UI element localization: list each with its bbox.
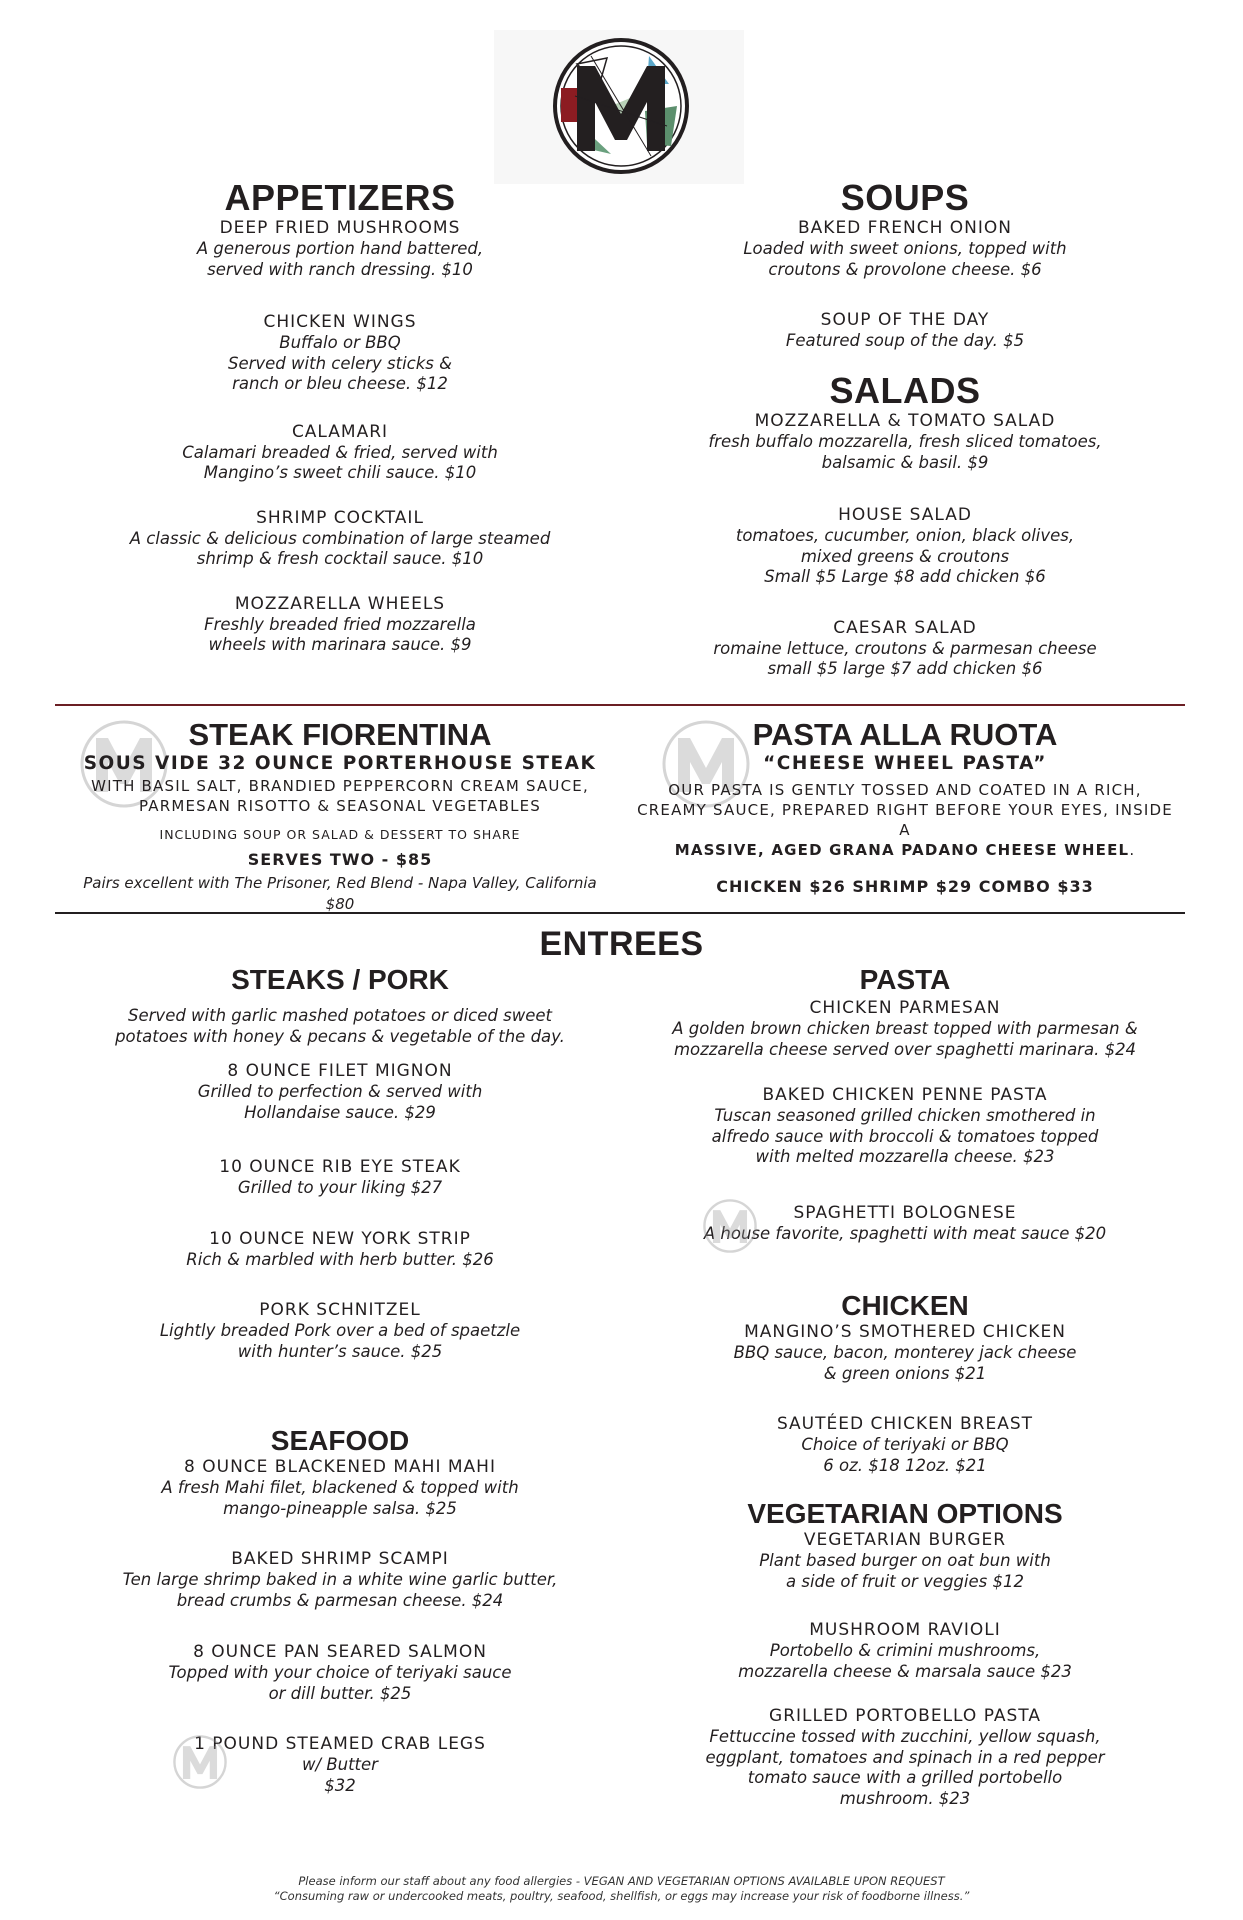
soups-title: SOUPS <box>840 177 970 218</box>
watermark-logo-icon <box>702 1198 758 1254</box>
item-name: VEGETARIAN BURGER <box>803 1530 1007 1550</box>
item-description: Loaded with sweet onions, topped with croutons & provolone cheese. $6 <box>743 239 1067 279</box>
menu-item <box>70 1549 610 1611</box>
logo-emblem <box>551 36 691 176</box>
item-name: HOUSE SALAD <box>838 505 972 525</box>
item-description: A golden brown chicken breast topped with parmesan & mozzarella cheese served over spaghetti marinara. $24 <box>672 1019 1138 1059</box>
menu-item <box>630 618 1180 680</box>
item-name: MUSHROOM RAVIOLI <box>809 1620 1001 1640</box>
menu-item <box>630 1620 1180 1682</box>
soups-section <box>630 178 1180 352</box>
item-description: fresh buffalo mozzarella, fresh sliced tomatoes, balsamic & basil. $9 <box>708 432 1102 472</box>
item-description: Ten large shrimp baked in a white wine garlic butter, bread crumbs & parmesan cheese. $24 <box>122 1570 558 1610</box>
item-description: romaine lettuce, croutons & parmesan cheese small $5 large $7 add chicken $6 <box>713 638 1097 678</box>
menu-item <box>70 1457 610 1519</box>
item-description: Topped with your choice of teriyaki sauce or dill butter. $25 <box>168 1663 512 1703</box>
item-name: MOZZARELLA WHEELS <box>234 593 446 614</box>
menu-item <box>70 218 610 280</box>
item-name: 8 OUNCE PAN SEARED SALMON <box>193 1642 487 1662</box>
special-line: MASSIVE, AGED GRANA PADANO CHEESE WHEEL. <box>674 841 1136 859</box>
item-name: CALAMARI <box>291 421 389 442</box>
item-description: Buffalo or BBQ Served with celery sticks & ranch or bleu cheese. $12 <box>227 333 453 393</box>
item-name: CHICKEN WINGS <box>263 312 417 332</box>
special-title: PASTA ALLA RUOTA <box>752 717 1058 752</box>
item-name: 1 POUND STEAMED CRAB LEGS <box>194 1734 486 1754</box>
steaks-intro: Served with garlic mashed potatoes or diced sweet potatoes with honey & pecans & vegetable of the day. <box>115 1006 565 1046</box>
seafood-section <box>70 1425 610 1796</box>
appetizers-title: APPETIZERS <box>224 177 456 218</box>
menu-item <box>70 1061 610 1123</box>
entrees-heading <box>0 924 1243 964</box>
item-name: 8 OUNCE BLACKENED MAHI MAHI <box>184 1457 496 1477</box>
item-description: Calamari breaded & fried, served with Mangino’s sweet chili sauce. $10 <box>182 442 498 482</box>
pasta-alla-ruota-special <box>630 718 1180 896</box>
item-name: BAKED CHICKEN PENNE PASTA <box>762 1085 1048 1105</box>
section-divider <box>55 704 1185 706</box>
item-name: DEEP FRIED MUSHROOMS <box>219 218 461 238</box>
menu-item <box>630 1706 1180 1809</box>
chicken-section <box>630 1290 1180 1476</box>
item-name: GRILLED PORTOBELLO PASTA <box>769 1706 1041 1726</box>
section-divider <box>55 912 1185 914</box>
special-subtitle: SOUS VIDE 32 OUNCE PORTERHOUSE STEAK <box>83 753 597 774</box>
menu-item <box>70 422 610 484</box>
item-description: BBQ sauce, bacon, monterey jack cheese & green onions $21 <box>733 1343 1077 1383</box>
item-name: PORK SCHNITZEL <box>259 1300 421 1320</box>
menu-item <box>70 1734 610 1796</box>
special-subtitle: “CHEESE WHEEL PASTA” <box>763 753 1047 774</box>
item-name: CAESAR SALAD <box>833 617 977 638</box>
menu-item <box>70 508 610 570</box>
special-includes: INCLUDING SOUP OR SALAD & DESSERT TO SHARE <box>159 827 521 842</box>
special-line: PARMESAN RISOTTO & SEASONAL VEGETABLES <box>138 797 542 815</box>
item-name: 10 OUNCE NEW YORK STRIP <box>209 1228 471 1249</box>
menu-item <box>630 1085 1180 1168</box>
menu-item <box>70 1157 610 1199</box>
item-name: BAKED SHRIMP SCAMPI <box>231 1549 449 1569</box>
item-description: Tuscan seasoned grilled chicken smothered in alfredo sauce with broccoli & tomatoes topped with melted mozzarella cheese. $23 <box>711 1106 1099 1166</box>
item-description: Fettuccine tossed with zucchini, yellow squash, eggplant, tomatoes and spinach in a red pepper tomato sauce with a grilled portobello mushroom. $23 <box>705 1727 1105 1808</box>
salads-section <box>630 371 1180 680</box>
special-prices: CHICKEN $26 SHRIMP $29 COMBO $33 <box>716 877 1094 896</box>
item-description: tomatoes, cucumber, onion, black olives, mixed greens & croutons Small $5 Large $8 add chicken $6 <box>735 526 1075 586</box>
seafood-title: SEAFOOD <box>270 1425 410 1456</box>
chicken-title: CHICKEN <box>841 1290 969 1321</box>
item-name: MANGINO’S SMOTHERED CHICKEN <box>744 1322 1066 1342</box>
menu-item <box>630 411 1180 473</box>
item-name: SPAGHETTI BOLOGNESE <box>793 1202 1017 1223</box>
special-line: WITH BASIL SALT, BRANDIED PEPPERCORN CREAM SAUCE, <box>91 777 589 795</box>
appetizers-section <box>70 178 610 656</box>
special-serves: SERVES TWO - $85 <box>247 850 433 869</box>
item-description: Portobello & crimini mushrooms, mozzarella cheese & marsala sauce $23 <box>738 1641 1072 1681</box>
item-description: A house favorite, spaghetti with meat sauce $20 <box>703 1223 1107 1243</box>
menu-item <box>70 1300 610 1362</box>
menu-item <box>630 505 1180 588</box>
item-description: Freshly breaded fried mozzarella wheels with marinara sauce. $9 <box>204 614 476 654</box>
menu-item <box>630 1322 1180 1384</box>
menu-item <box>630 218 1180 280</box>
vegetarian-title: VEGETARIAN OPTIONS <box>747 1498 1063 1529</box>
item-name: 8 OUNCE FILET MIGNON <box>227 1061 453 1081</box>
item-name: SOUP OF THE DAY <box>820 310 990 330</box>
wine-pairing: Pairs excellent with The Prisoner, Red Blend - Napa Valley, California $80 <box>83 874 597 913</box>
item-description: w/ Butter $32 <box>302 1755 378 1795</box>
footer-allergy-note: Please inform our staff about any food allergies - VEGAN AND VEGETARIAN OPTIONS AVAILABLE UPON REQUEST <box>298 1874 945 1888</box>
item-description: Grilled to perfection & served with Hollandaise sauce. $29 <box>197 1082 483 1122</box>
item-description: Choice of teriyaki or BBQ 6 oz. $18 12oz. $21 <box>801 1435 1009 1475</box>
steaks-title: STEAKS / PORK <box>231 964 449 995</box>
item-description: Grilled to your liking $27 <box>237 1178 443 1197</box>
item-name: SAUTÉED CHICKEN BREAST <box>776 1414 1034 1434</box>
menu-item <box>630 998 1180 1060</box>
item-description: Featured soup of the day. $5 <box>785 331 1025 350</box>
logo <box>494 30 744 184</box>
steak-fiorentina-special <box>70 718 610 914</box>
footer-health-warning: “Consuming raw or undercooked meats, poultry, seafood, shellfish, or eggs may increase your risk of foodborne illness.” <box>273 1889 970 1903</box>
steaks-pork-section <box>70 964 610 1362</box>
item-description: A fresh Mahi filet, blackened & topped with mango-pineapple salsa. $25 <box>161 1478 519 1518</box>
item-name: SHRIMP COCKTAIL <box>256 507 424 528</box>
menu-item <box>70 1229 610 1271</box>
item-description: Lightly breaded Pork over a bed of spaetzle with hunter’s sauce. $25 <box>159 1321 521 1361</box>
watermark-logo-icon <box>172 1734 228 1790</box>
item-name: 10 OUNCE RIB EYE STEAK <box>219 1157 461 1177</box>
item-description: A classic & delicious combination of large steamed shrimp & fresh cocktail sauce. $10 <box>129 528 551 568</box>
item-description: A generous portion hand battered, served with ranch dressing. $10 <box>196 239 484 279</box>
vegetarian-section <box>630 1498 1180 1809</box>
menu-item <box>630 1414 1180 1476</box>
entrees-title: ENTREES <box>539 925 704 963</box>
item-name: MOZZARELLA & TOMATO SALAD <box>754 411 1056 431</box>
salads-title: SALADS <box>829 370 981 411</box>
menu-item <box>630 1530 1180 1592</box>
menu-item <box>70 1642 610 1704</box>
item-name: CHICKEN PARMESAN <box>809 998 1001 1018</box>
pasta-title: PASTA <box>859 964 951 995</box>
menu-item <box>70 594 610 656</box>
item-description: Rich & marbled with herb butter. $26 <box>186 1249 494 1269</box>
menu-item <box>70 312 610 395</box>
item-description: Plant based burger on oat bun with a side of fruit or veggies $12 <box>759 1551 1051 1591</box>
special-title: STEAK FIORENTINA <box>188 717 492 752</box>
special-line: CREAMY SAUCE, PREPARED RIGHT BEFORE YOUR EYES, INSIDE A <box>637 801 1173 839</box>
item-name: BAKED FRENCH ONION <box>798 218 1012 238</box>
menu-item <box>630 310 1180 352</box>
special-line: OUR PASTA IS GENTLY TOSSED AND COATED IN A RICH, <box>668 781 1142 799</box>
